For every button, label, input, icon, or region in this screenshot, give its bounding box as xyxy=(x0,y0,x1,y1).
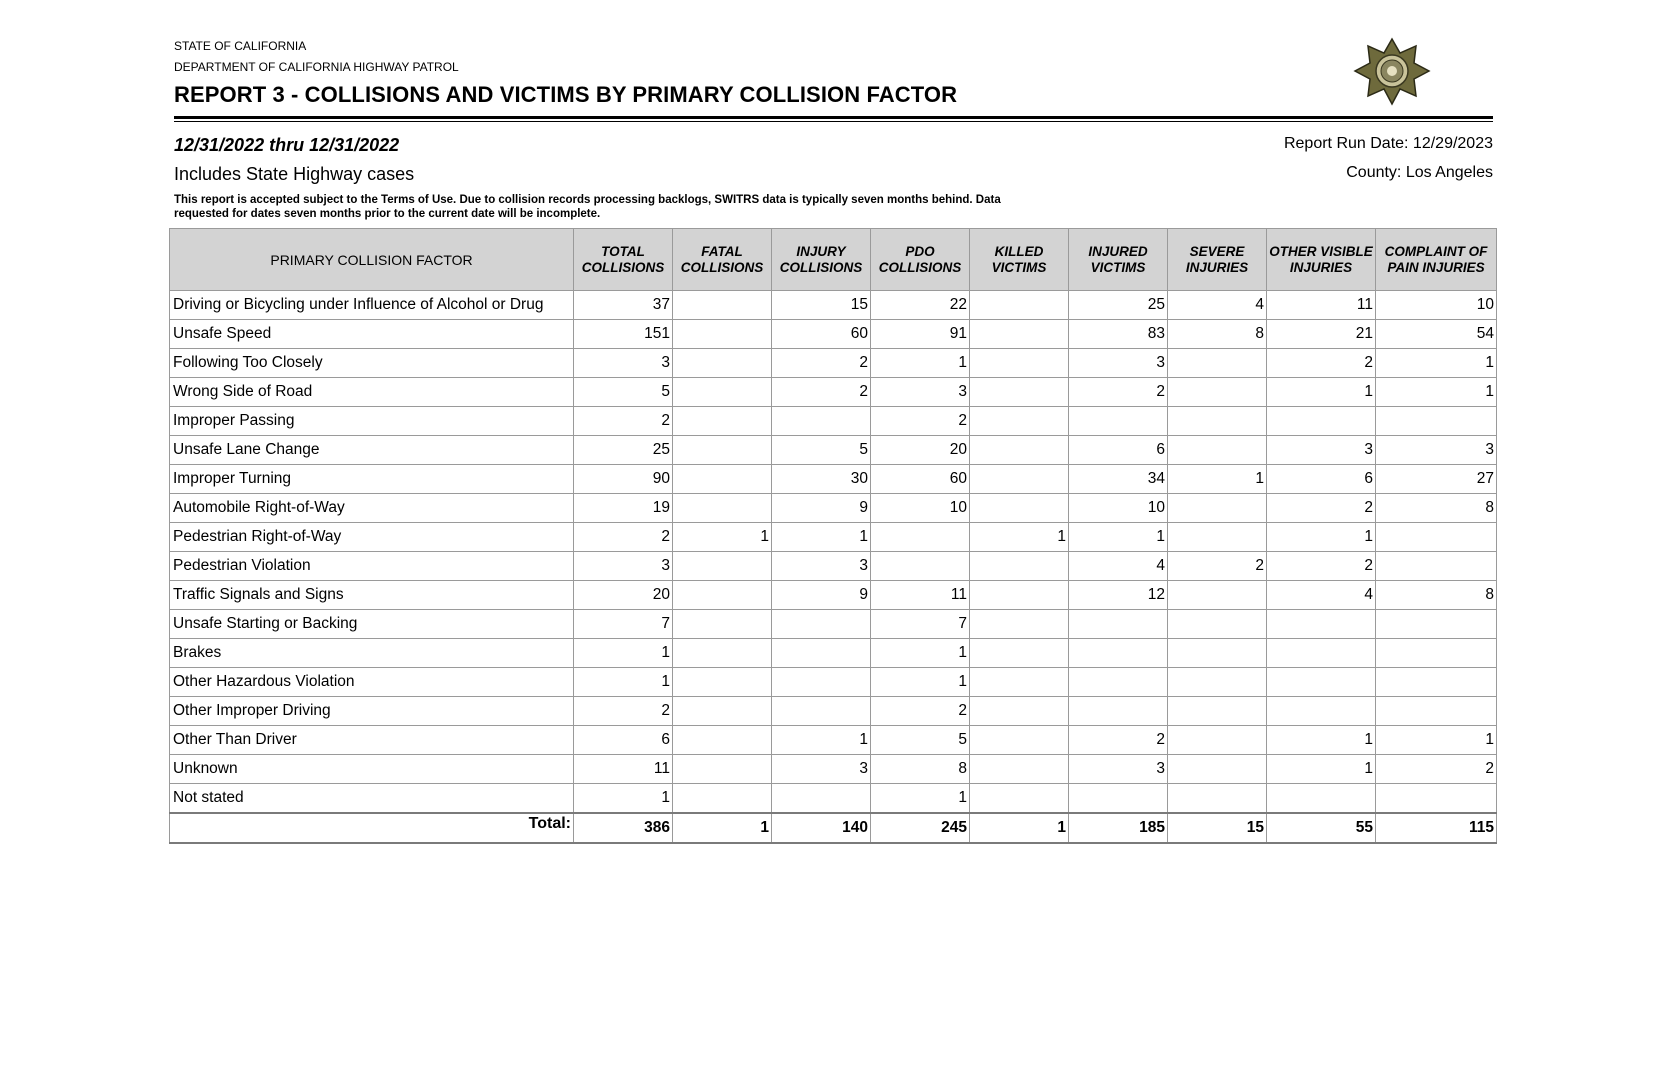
table-cell xyxy=(970,465,1069,494)
table-cell xyxy=(1376,523,1497,552)
row-factor-label: Unsafe Lane Change xyxy=(170,436,574,465)
table-cell xyxy=(673,697,772,726)
table-cell: 2 xyxy=(1168,552,1267,581)
table-cell xyxy=(772,784,871,814)
header-rule-thick xyxy=(174,116,1493,119)
table-cell: 1 xyxy=(574,639,673,668)
table-cell: 9 xyxy=(772,581,871,610)
table-cell xyxy=(1376,639,1497,668)
table-row xyxy=(170,755,1497,784)
table-cell xyxy=(673,465,772,494)
table-cell xyxy=(1168,668,1267,697)
table-cell: 37 xyxy=(574,291,673,320)
table-cell xyxy=(1376,784,1497,814)
table-cell: 4 xyxy=(1168,291,1267,320)
table-cell xyxy=(1069,407,1168,436)
table-cell xyxy=(1267,639,1376,668)
table-cell xyxy=(673,494,772,523)
table-cell xyxy=(673,581,772,610)
table-row xyxy=(170,523,1497,552)
column-header: TOTAL COLLISIONS xyxy=(574,229,673,291)
table-cell: 11 xyxy=(574,755,673,784)
table-cell xyxy=(772,407,871,436)
table-cell xyxy=(1168,755,1267,784)
table-cell xyxy=(970,436,1069,465)
table-cell xyxy=(772,697,871,726)
row-factor-label: Following Too Closely xyxy=(170,349,574,378)
table-cell: 1 xyxy=(772,726,871,755)
table-cell: 91 xyxy=(871,320,970,349)
table-cell xyxy=(970,639,1069,668)
table-cell xyxy=(1376,610,1497,639)
table-cell: 2 xyxy=(772,349,871,378)
table-body xyxy=(170,291,1497,844)
table-cell: 10 xyxy=(871,494,970,523)
total-cell: 1 xyxy=(970,813,1069,843)
table-cell xyxy=(673,291,772,320)
row-factor-label: Automobile Right-of-Way xyxy=(170,494,574,523)
table-cell: 3 xyxy=(1376,436,1497,465)
table-cell: 2 xyxy=(1069,726,1168,755)
table-row xyxy=(170,639,1497,668)
table-cell xyxy=(1376,668,1497,697)
row-factor-label: Unsafe Speed xyxy=(170,320,574,349)
total-cell: 140 xyxy=(772,813,871,843)
table-cell xyxy=(970,291,1069,320)
table-cell xyxy=(1168,523,1267,552)
table-cell: 12 xyxy=(1069,581,1168,610)
table-row xyxy=(170,668,1497,697)
table-cell xyxy=(673,436,772,465)
table-cell: 2 xyxy=(574,407,673,436)
table-cell: 3 xyxy=(1069,349,1168,378)
table-cell: 1 xyxy=(673,523,772,552)
table-cell: 3 xyxy=(772,552,871,581)
table-cell xyxy=(772,639,871,668)
table-cell: 25 xyxy=(1069,291,1168,320)
table-cell xyxy=(673,407,772,436)
table-cell: 90 xyxy=(574,465,673,494)
county-label: County: Los Angeles xyxy=(1346,164,1493,181)
table-cell xyxy=(970,552,1069,581)
table-cell: 27 xyxy=(1376,465,1497,494)
table-cell: 2 xyxy=(871,697,970,726)
table-cell: 1 xyxy=(574,668,673,697)
table-cell xyxy=(1267,407,1376,436)
column-header: OTHER VISIBLE INJURIES xyxy=(1267,229,1376,291)
table-cell xyxy=(673,726,772,755)
table-cell xyxy=(1168,349,1267,378)
row-factor-label: Brakes xyxy=(170,639,574,668)
column-header: KILLED VICTIMS xyxy=(970,229,1069,291)
row-factor-label: Other Than Driver xyxy=(170,726,574,755)
total-cell: 55 xyxy=(1267,813,1376,843)
table-cell: 8 xyxy=(1168,320,1267,349)
table-cell xyxy=(1168,697,1267,726)
table-cell: 1 xyxy=(871,668,970,697)
report-run-date: Report Run Date: 12/29/2023 xyxy=(1283,135,1493,152)
table-cell xyxy=(970,784,1069,814)
collision-factor-table xyxy=(169,228,1497,844)
table-cell xyxy=(1267,784,1376,814)
row-factor-label: Other Hazardous Violation xyxy=(170,668,574,697)
table-cell xyxy=(673,755,772,784)
table-cell: 6 xyxy=(1267,465,1376,494)
table-cell xyxy=(970,349,1069,378)
table-cell xyxy=(1267,610,1376,639)
row-factor-label: Pedestrian Violation xyxy=(170,552,574,581)
table-row xyxy=(170,697,1497,726)
table-cell: 5 xyxy=(574,378,673,407)
includes-note: Includes State Highway cases xyxy=(174,164,415,184)
table-cell: 10 xyxy=(1376,291,1497,320)
table-row xyxy=(170,349,1497,378)
table-cell xyxy=(673,784,772,814)
table-cell xyxy=(871,523,970,552)
table-cell xyxy=(1168,581,1267,610)
total-cell: 1 xyxy=(673,813,772,843)
table-cell xyxy=(1168,610,1267,639)
table-cell: 1 xyxy=(574,784,673,814)
table-cell: 151 xyxy=(574,320,673,349)
total-label: Total: xyxy=(170,813,574,843)
table-row xyxy=(170,726,1497,755)
row-factor-label: Improper Passing xyxy=(170,407,574,436)
table-cell xyxy=(1376,407,1497,436)
table-cell: 1 xyxy=(772,523,871,552)
date-range: 12/31/2022 thru 12/31/2022 xyxy=(174,135,400,155)
table-cell: 1 xyxy=(1267,378,1376,407)
table-cell: 20 xyxy=(574,581,673,610)
row-factor-label: Other Improper Driving xyxy=(170,697,574,726)
table-row xyxy=(170,465,1497,494)
table-cell: 3 xyxy=(574,552,673,581)
terms-notice: This report is accepted subject to the Terms of Use. Due to collision records processing backlogs, SWITRS data is typically seven months behind. Data requested for dates seven months prior to the current date will be incomplete. xyxy=(174,194,1001,220)
table-cell: 2 xyxy=(1069,378,1168,407)
table-cell xyxy=(970,407,1069,436)
column-header: INJURY COLLISIONS xyxy=(772,229,871,291)
table-cell: 2 xyxy=(1376,755,1497,784)
row-factor-label: Unsafe Starting or Backing xyxy=(170,610,574,639)
table-cell: 7 xyxy=(574,610,673,639)
table-cell xyxy=(673,639,772,668)
column-header: COMPLAINT OF PAIN INJURIES xyxy=(1376,229,1497,291)
table-cell: 3 xyxy=(574,349,673,378)
table-cell: 25 xyxy=(574,436,673,465)
table-row xyxy=(170,378,1497,407)
table-cell xyxy=(673,320,772,349)
total-cell: 185 xyxy=(1069,813,1168,843)
row-factor-label: Unknown xyxy=(170,755,574,784)
table-cell: 22 xyxy=(871,291,970,320)
table-cell xyxy=(1069,639,1168,668)
table-cell: 30 xyxy=(772,465,871,494)
table-cell xyxy=(772,668,871,697)
table-row xyxy=(170,436,1497,465)
table-cell: 6 xyxy=(574,726,673,755)
table-cell xyxy=(1168,639,1267,668)
table-row xyxy=(170,494,1497,523)
table-cell: 6 xyxy=(1069,436,1168,465)
table-cell: 5 xyxy=(772,436,871,465)
header-rule-thin xyxy=(174,121,1493,122)
table-cell: 60 xyxy=(871,465,970,494)
table-row xyxy=(170,610,1497,639)
table-cell: 2 xyxy=(1267,494,1376,523)
table-cell: 1 xyxy=(1376,726,1497,755)
table-cell: 8 xyxy=(871,755,970,784)
table-row xyxy=(170,320,1497,349)
row-factor-label: Driving or Bicycling under Influence of Alcohol or Drug xyxy=(170,291,574,320)
table-cell: 54 xyxy=(1376,320,1497,349)
table-cell xyxy=(970,378,1069,407)
table-cell xyxy=(772,610,871,639)
table-cell: 3 xyxy=(1069,755,1168,784)
row-factor-label: Traffic Signals and Signs xyxy=(170,581,574,610)
table-cell: 11 xyxy=(871,581,970,610)
table-cell: 4 xyxy=(1267,581,1376,610)
table-cell: 2 xyxy=(871,407,970,436)
table-cell: 1 xyxy=(1376,349,1497,378)
column-header-factor: PRIMARY COLLISION FACTOR xyxy=(170,229,574,291)
table-cell: 15 xyxy=(772,291,871,320)
table-cell xyxy=(970,610,1069,639)
table-cell xyxy=(970,755,1069,784)
table-cell: 34 xyxy=(1069,465,1168,494)
table-row xyxy=(170,784,1497,814)
state-name: STATE OF CALIFORNIA xyxy=(174,39,307,53)
table-cell xyxy=(1069,610,1168,639)
table-cell xyxy=(1069,784,1168,814)
table-cell: 2 xyxy=(1267,349,1376,378)
table-cell: 20 xyxy=(871,436,970,465)
table-cell: 1 xyxy=(871,349,970,378)
table-cell: 5 xyxy=(871,726,970,755)
table-cell: 1 xyxy=(1267,523,1376,552)
table-cell: 83 xyxy=(1069,320,1168,349)
table-cell xyxy=(673,610,772,639)
table-cell xyxy=(970,494,1069,523)
table-cell: 2 xyxy=(772,378,871,407)
column-header: INJURED VICTIMS xyxy=(1069,229,1168,291)
table-cell xyxy=(673,378,772,407)
table-cell: 9 xyxy=(772,494,871,523)
table-cell xyxy=(1168,407,1267,436)
table-cell: 4 xyxy=(1069,552,1168,581)
table-cell: 1 xyxy=(970,523,1069,552)
row-factor-label: Not stated xyxy=(170,784,574,814)
table-cell xyxy=(871,552,970,581)
table-cell: 2 xyxy=(574,697,673,726)
table-cell: 60 xyxy=(772,320,871,349)
table-header-row xyxy=(170,229,1497,291)
table-cell xyxy=(970,668,1069,697)
table-cell xyxy=(1376,552,1497,581)
table-cell: 7 xyxy=(871,610,970,639)
table-cell xyxy=(1376,697,1497,726)
table-cell xyxy=(1069,697,1168,726)
table-cell: 1 xyxy=(871,784,970,814)
table-row xyxy=(170,407,1497,436)
row-factor-label: Pedestrian Right-of-Way xyxy=(170,523,574,552)
table-cell: 19 xyxy=(574,494,673,523)
table-cell: 1 xyxy=(1069,523,1168,552)
table-cell xyxy=(673,552,772,581)
table-cell: 21 xyxy=(1267,320,1376,349)
table-cell xyxy=(1267,697,1376,726)
table-cell: 11 xyxy=(1267,291,1376,320)
table-cell: 2 xyxy=(574,523,673,552)
table-cell xyxy=(1168,378,1267,407)
table-cell xyxy=(1267,668,1376,697)
column-header: PDO COLLISIONS xyxy=(871,229,970,291)
table-cell: 3 xyxy=(772,755,871,784)
column-header: FATAL COLLISIONS xyxy=(673,229,772,291)
total-cell: 386 xyxy=(574,813,673,843)
table-cell: 3 xyxy=(1267,436,1376,465)
table-cell: 1 xyxy=(1267,755,1376,784)
table-cell xyxy=(1168,436,1267,465)
table-row xyxy=(170,581,1497,610)
table-cell: 8 xyxy=(1376,581,1497,610)
table-cell: 8 xyxy=(1376,494,1497,523)
chp-star-badge-icon xyxy=(1352,37,1432,107)
table-cell xyxy=(970,726,1069,755)
table-row xyxy=(170,291,1497,320)
column-header: SEVERE INJURIES xyxy=(1168,229,1267,291)
table-cell: 10 xyxy=(1069,494,1168,523)
table-cell: 1 xyxy=(1168,465,1267,494)
total-cell: 115 xyxy=(1376,813,1497,843)
table-cell: 1 xyxy=(1376,378,1497,407)
total-cell: 15 xyxy=(1168,813,1267,843)
row-factor-label: Wrong Side of Road xyxy=(170,378,574,407)
table-cell xyxy=(970,320,1069,349)
table-cell xyxy=(673,668,772,697)
table-cell: 3 xyxy=(871,378,970,407)
table-cell xyxy=(1168,494,1267,523)
table-cell xyxy=(1168,726,1267,755)
row-factor-label: Improper Turning xyxy=(170,465,574,494)
table-cell: 1 xyxy=(871,639,970,668)
table-cell xyxy=(1069,668,1168,697)
table-cell xyxy=(673,349,772,378)
total-row xyxy=(170,813,1497,843)
department-name: DEPARTMENT OF CALIFORNIA HIGHWAY PATROL xyxy=(174,60,459,74)
table-cell: 2 xyxy=(1267,552,1376,581)
table-cell xyxy=(970,581,1069,610)
total-cell: 245 xyxy=(871,813,970,843)
table-row xyxy=(170,552,1497,581)
table-cell xyxy=(970,697,1069,726)
table-cell: 1 xyxy=(1267,726,1376,755)
report-title: REPORT 3 - COLLISIONS AND VICTIMS BY PRIMARY COLLISION FACTOR xyxy=(174,82,958,107)
table-cell xyxy=(1168,784,1267,814)
